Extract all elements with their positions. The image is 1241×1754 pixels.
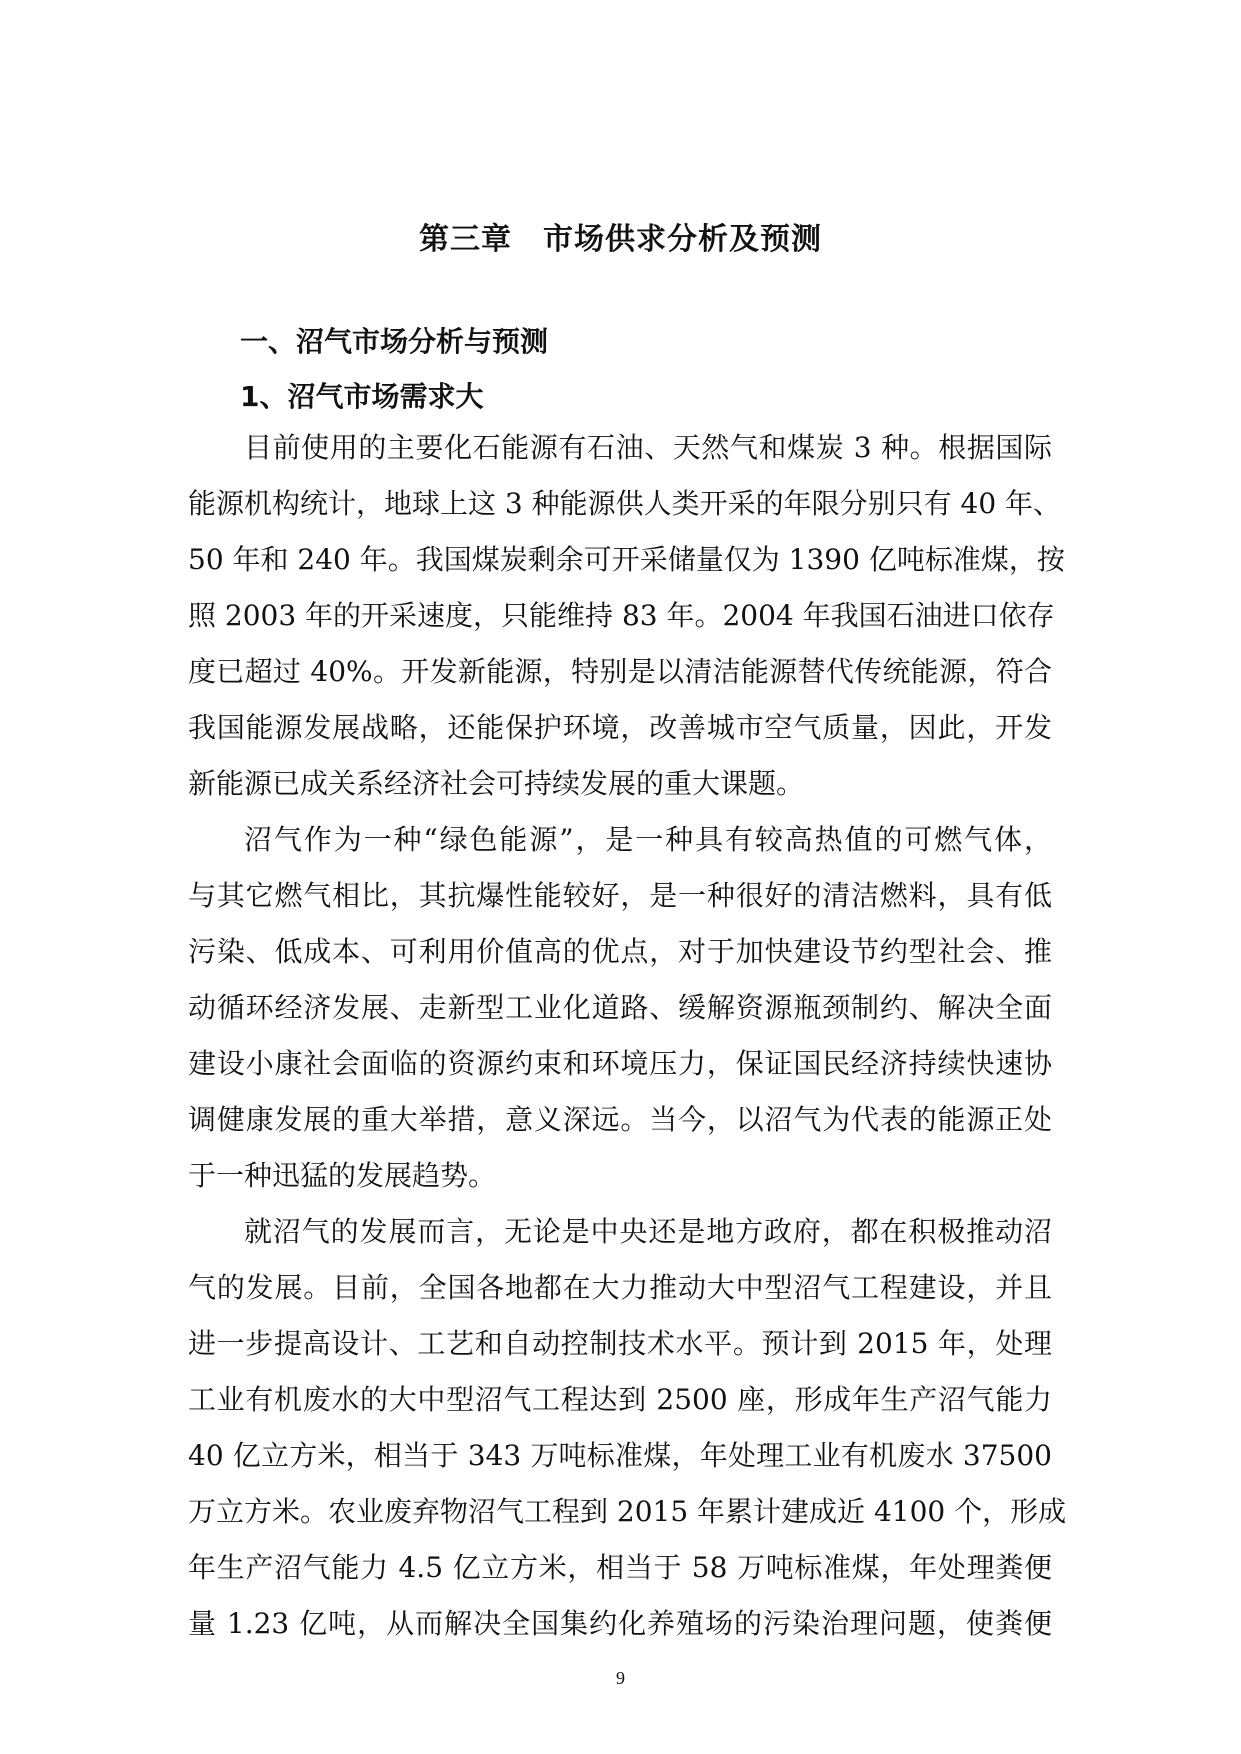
paragraph-line: 工业有机废水的大中型沼气工程达到 2500 座，形成年生产沼气能力 xyxy=(188,1383,1052,1416)
paragraph-line: 就沼气的发展而言，无论是中央还是地方政府，都在积极推动沼 xyxy=(244,1215,1052,1248)
paragraph-line: 万立方米。农业废弃物沼气工程到 2015 年累计建成近 4100 个，形成 xyxy=(188,1495,1067,1528)
chapter-title: 第三章 市场供求分析及预测 xyxy=(419,222,822,257)
paragraph-line: 目前使用的主要化石能源有石油、天然气和煤炭 3 种。根据国际 xyxy=(244,431,1052,464)
paragraph-line: 沼气作为一种“绿色能源”，是一种具有较高热值的可燃气体， xyxy=(244,823,1052,856)
paragraph-line: 调健康发展的重大举措，意义深远。当今，以沼气为代表的能源正处 xyxy=(188,1103,1052,1136)
paragraph-line: 与其它燃气相比，其抗爆性能较好，是一种很好的清洁燃料，具有低 xyxy=(188,879,1052,912)
paragraph-line: 污染、低成本、可利用价值高的优点，对于加快建设节约型社会、推 xyxy=(188,935,1052,968)
paragraph-line: 气的发展。目前，全国各地都在大力推动大中型沼气工程建设，并且 xyxy=(188,1271,1052,1304)
section-heading: 一、沼气市场分析与预测 xyxy=(240,325,549,358)
paragraph-line: 新能源已成关系经济社会可持续发展的重大课题。 xyxy=(188,767,805,800)
paragraph-line: 动循环经济发展、走新型工业化道路、缓解资源瓶颈制约、解决全面 xyxy=(188,991,1052,1024)
paragraph-line: 进一步提高设计、工艺和自动控制技术水平。预计到 2015 年，处理 xyxy=(188,1327,1052,1360)
paragraph-line: 年生产沼气能力 4.5 亿立方米，相当于 58 万吨标准煤，年处理粪便 xyxy=(188,1551,1052,1584)
subsection-heading: 1、沼气市场需求大 xyxy=(240,380,484,413)
page-number: 9 xyxy=(616,1668,625,1688)
paragraph-line: 40 亿立方米，相当于 343 万吨标准煤，年处理工业有机废水 37500 xyxy=(188,1439,1052,1472)
paragraph-line: 照 2003 年的开采速度，只能维持 83 年。2004 年我国石油进口依存 xyxy=(188,599,1055,632)
paragraph-line: 能源机构统计，地球上这 3 种能源供人类开采的年限分别只有 40 年、 xyxy=(188,487,1062,520)
paragraph-line: 于一种迅猛的发展趋势。 xyxy=(188,1159,497,1192)
paragraph-line: 建设小康社会面临的资源约束和环境压力，保证国民经济持续快速协 xyxy=(188,1047,1052,1080)
paragraph-line: 我国能源发展战略，还能保护环境，改善城市空气质量，因此，开发 xyxy=(188,711,1052,744)
paragraph-line: 度已超过 40%。开发新能源，特别是以清洁能源替代传统能源，符合 xyxy=(188,655,1052,688)
paragraph-line: 50 年和 240 年。我国煤炭剩余可开采储量仅为 1390 亿吨标准煤，按 xyxy=(188,543,1065,576)
paragraph-line: 量 1.23 亿吨，从而解决全国集约化养殖场的污染治理问题，使粪便 xyxy=(188,1607,1052,1640)
